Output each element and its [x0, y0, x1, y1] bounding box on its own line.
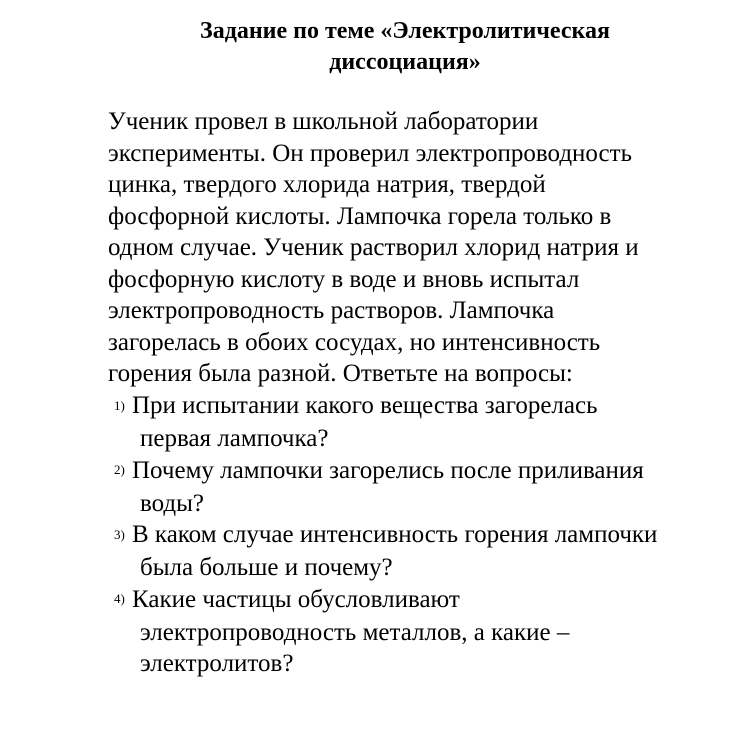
intro-line: горения была разной. Ответьте на вопросы:	[108, 360, 573, 387]
intro-line: фосфорной кислоты. Лампочка горела только в	[108, 202, 612, 230]
question-item	[114, 519, 734, 584]
question-number: 2)	[114, 462, 125, 478]
question-text-cont: электропроводность металлов, а какие –	[140, 618, 570, 646]
question-number: 1)	[114, 397, 125, 413]
intro-line: одном случае. Ученик растворил хлорид натрия и	[108, 234, 639, 261]
question-item	[114, 584, 734, 680]
question-text-cont: воды?	[140, 489, 205, 517]
question-text-cont: была больше и почему?	[140, 554, 393, 582]
questions-list	[114, 390, 734, 680]
question-text-cont: электролитов?	[140, 650, 294, 678]
intro-line: фосфорную кислоту в воде и вновь испытал	[108, 265, 580, 293]
question-number: 3)	[114, 526, 125, 542]
question-item	[114, 390, 734, 455]
question-text: Какие частицы обусловливают	[132, 585, 460, 613]
question-item	[114, 455, 734, 520]
title-line-2: диссоциация»	[329, 49, 481, 75]
title-line-1: Задание по теме «Электролитическая	[200, 18, 610, 44]
intro-line: эксперименты. Он проверил электропроводность	[108, 139, 632, 167]
intro-line: загорелась в обоих сосудах, но интенсивность	[108, 328, 601, 356]
question-text: При испытании какого вещества загорелась	[132, 392, 598, 419]
intro-line: цинка, твердого хлорида натрия, твердой	[108, 171, 546, 198]
question-text-cont: первая лампочка?	[140, 425, 329, 453]
question-text: В каком случае интенсивность горения лампочки	[132, 521, 658, 549]
intro-line: Ученик провел в школьной лаборатории	[108, 108, 539, 135]
document-title	[150, 16, 660, 78]
intro-line: электропроводность растворов. Лампочка	[108, 297, 555, 324]
question-number: 4)	[114, 591, 125, 607]
intro-paragraph	[108, 106, 728, 390]
question-text: Почему лампочки загорелись после приливания	[132, 456, 644, 484]
